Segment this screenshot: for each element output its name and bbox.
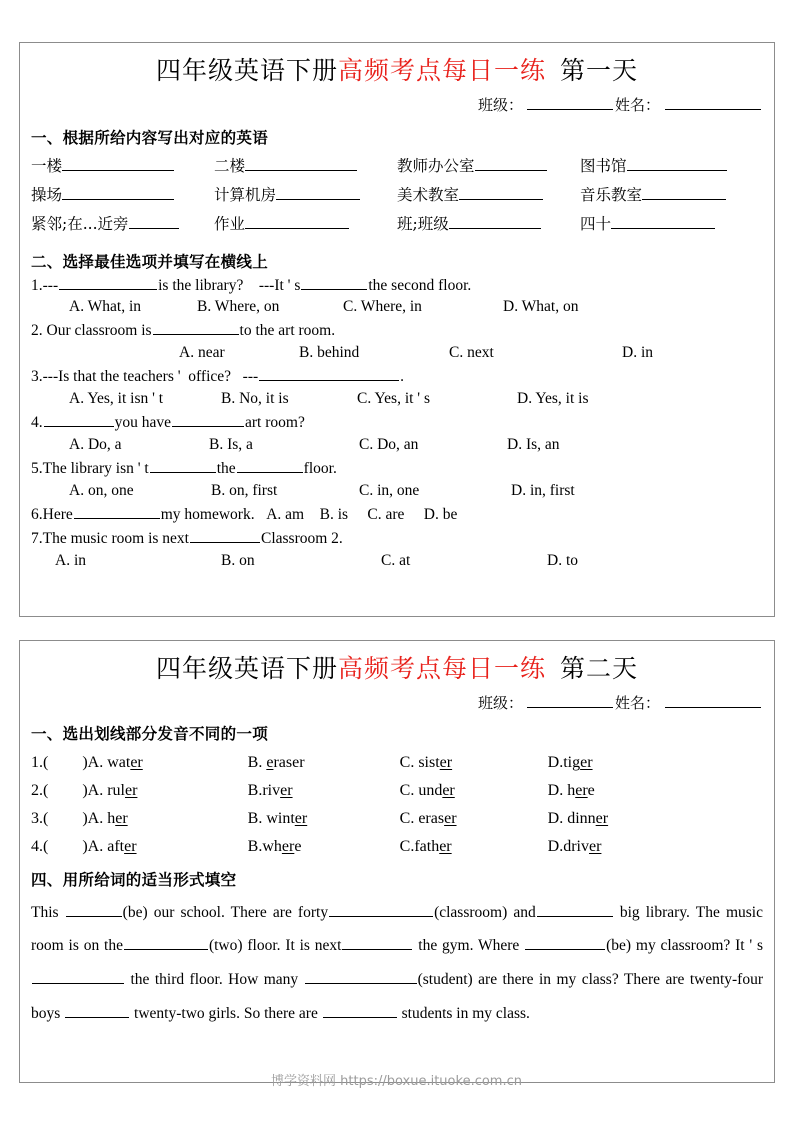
question-stem-text: to the art room. [239, 322, 336, 340]
option-choice[interactable]: C. Do, an [359, 435, 419, 453]
vocab-term-cn: 二楼 [214, 156, 246, 175]
vocab-cell [580, 210, 763, 239]
question-stem [31, 505, 763, 526]
phonetics-underlined-part: e [266, 753, 274, 771]
day1-name-label: 姓名： [614, 95, 660, 114]
day2-section1-heading: 一、选出划线部分发音不同的一项 [31, 723, 269, 743]
phonetics-option[interactable] [400, 810, 548, 828]
answer-blank[interactable] [153, 321, 239, 335]
phonetics-answer-box[interactable] [48, 754, 82, 772]
question-stem-text: art room? [245, 414, 305, 432]
phonetics-option[interactable] [88, 838, 248, 856]
worksheet-card-day2 [19, 640, 775, 1083]
option-choice[interactable]: C. at [381, 551, 411, 569]
answer-blank[interactable] [190, 529, 260, 543]
cloze-blank[interactable] [537, 902, 613, 917]
phonetics-option[interactable] [548, 838, 602, 856]
question-stem [31, 321, 763, 342]
vocab-answer-blank[interactable] [276, 186, 360, 200]
vocab-term-cn: 班;班级 [397, 214, 449, 233]
phonetics-option[interactable] [88, 754, 248, 772]
day1-info-row [31, 94, 763, 115]
option-choice[interactable]: D. in, first [511, 481, 575, 499]
option-choice[interactable]: A. What, in [69, 298, 142, 316]
question-stem-text: Classroom 2. [261, 529, 343, 547]
vocab-answer-blank[interactable] [611, 215, 715, 229]
vocab-term-cn: 操场 [31, 185, 63, 204]
phonetics-option[interactable] [400, 838, 548, 856]
cloze-blank[interactable] [124, 935, 208, 950]
footer-watermark: 博学资料网 https://boxue.ituoke.com.cn [271, 1074, 522, 1089]
phonetics-option[interactable] [248, 838, 400, 856]
phonetics-underlined-part: er [580, 753, 593, 771]
cloze-text: (be) our school. There are forty [122, 903, 329, 921]
phonetics-underlined-part: er [281, 837, 295, 855]
vocab-answer-blank[interactable] [642, 186, 726, 200]
day2-name-blank[interactable] [665, 693, 761, 708]
vocab-term-cn: 音乐教室 [580, 185, 643, 204]
phonetics-underlined-part: er [442, 781, 455, 799]
phonetics-paren-close: ) [82, 753, 88, 771]
vocab-term-cn: 图书馆 [580, 156, 627, 175]
option-choice[interactable]: A. on, one [69, 481, 134, 499]
phonetics-word-head: B.riv [247, 781, 281, 799]
day1-title-highlight: 高频考点每日一练 [337, 56, 546, 85]
phonetics-underlined-part: er [575, 781, 588, 799]
day2-class-blank[interactable] [527, 693, 613, 708]
option-choice[interactable]: D. Yes, it is [517, 390, 589, 408]
option-row [31, 343, 763, 364]
question-stem [31, 459, 763, 480]
phonetics-underlined-part: er [124, 781, 138, 799]
worksheet-card-day1 [19, 42, 775, 617]
phonetics-word-head: D. dinn [547, 809, 596, 827]
phonetics-paren-close: ) [82, 837, 88, 855]
question-stem-text: . [400, 368, 405, 386]
question-stem-text: floor. [303, 459, 337, 477]
question-stem-text: you have [114, 414, 172, 432]
cloze-blank[interactable] [66, 902, 122, 917]
cloze-blank[interactable] [525, 935, 605, 950]
phonetics-option[interactable] [88, 782, 248, 800]
phonetics-word-head: A. aft [87, 837, 125, 855]
phonetics-option[interactable] [248, 754, 400, 772]
answer-blank[interactable] [59, 276, 157, 290]
answer-blank[interactable] [74, 505, 160, 519]
day2-title [31, 649, 763, 683]
option-choice[interactable]: C. next [449, 344, 494, 362]
phonetics-word-head: D.driv [547, 837, 589, 855]
day1-question-list [31, 276, 763, 572]
phonetics-word-head: D.tig [547, 753, 581, 771]
day2-title-highlight: 高频考点每日一练 [337, 654, 546, 683]
day1-title-day: 第一天 [560, 56, 639, 85]
day1-name-blank[interactable] [665, 95, 761, 110]
answer-blank[interactable] [150, 459, 216, 473]
day1-class-blank[interactable] [527, 95, 613, 110]
question-stem-text: 4. [31, 414, 43, 432]
cloze-text: (student) are there in my class? There are twenty-four boys [31, 971, 763, 1022]
option-choice[interactable]: B. Is, a [209, 435, 253, 453]
option-choice[interactable]: A. near [179, 344, 225, 362]
question-stem [31, 529, 763, 550]
phonetics-paren-close: ) [82, 781, 88, 799]
phonetics-number: 3.( [31, 809, 49, 827]
option-choice[interactable]: B. on [221, 551, 255, 569]
vocab-answer-blank[interactable] [129, 215, 179, 229]
phonetics-option[interactable] [548, 810, 608, 828]
phonetics-word-tail: e [294, 837, 302, 855]
phonetics-word-head: C.fath [399, 837, 440, 855]
phonetics-number: 4.( [31, 837, 49, 855]
day2-title-day: 第二天 [560, 654, 639, 683]
cloze-text: big library. The music room is on the [31, 903, 763, 955]
cloze-text: (two) floor. It is next [208, 937, 342, 955]
answer-blank[interactable] [237, 459, 303, 473]
vocab-cell [214, 152, 397, 181]
question-stem [31, 276, 763, 297]
vocab-term-cn: 四十 [580, 214, 612, 233]
answer-blank[interactable] [172, 413, 244, 427]
day1-class-label: 班级： [477, 95, 523, 114]
phonetics-word-head: C. sist [399, 753, 440, 771]
option-choice[interactable]: A. Yes, it isn ' t [69, 390, 164, 408]
phonetics-word-head: B. [247, 753, 267, 771]
cloze-text: twenty-two girls. So there are [130, 1004, 322, 1022]
vocab-term-cn: 计算机房 [214, 185, 277, 204]
vocab-answer-blank[interactable] [449, 215, 541, 229]
question-stem-text: my homework. A. am B. is C. are D. be [160, 505, 458, 523]
vocab-answer-blank[interactable] [245, 215, 349, 229]
option-choice[interactable]: C. in, one [359, 481, 420, 499]
vocab-cell [31, 181, 214, 210]
phonetics-answer-box[interactable] [48, 782, 82, 800]
option-row [31, 551, 763, 572]
question-stem-text: 1.--- [31, 276, 59, 294]
cloze-blank[interactable] [329, 902, 433, 917]
phonetics-word-head: B.wh [247, 837, 282, 855]
phonetics-word-head: B. wint [247, 809, 295, 827]
phonetics-number: 2.( [31, 781, 49, 799]
cloze-text: This [31, 903, 65, 921]
cloze-text: students in my class. [397, 1004, 530, 1022]
option-choice[interactable]: B. No, it is [221, 390, 289, 408]
cloze-text: the third floor. How many [125, 971, 304, 989]
vocab-term-cn: 一楼 [31, 156, 63, 175]
day1-section2-heading: 二、选择最佳选项并填写在横线上 [31, 251, 269, 271]
phonetics-underlined-part: er [130, 753, 143, 771]
phonetics-answer-box[interactable] [48, 810, 82, 828]
option-row [31, 389, 763, 410]
day1-vocab-grid [31, 152, 763, 239]
phonetics-option[interactable] [248, 810, 400, 828]
phonetics-word-tail: raser [273, 753, 305, 771]
question-stem-text: 7.The music room is next [31, 529, 189, 547]
phonetics-underlined-part: er [439, 753, 453, 771]
option-choice[interactable]: B. behind [299, 344, 360, 362]
vocab-answer-blank[interactable] [245, 157, 357, 171]
day2-title-prefix: 四年级英语下册 [155, 654, 338, 683]
day2-cloze-paragraph [31, 896, 763, 1031]
cloze-text: the gym. Where [413, 937, 525, 955]
phonetics-option[interactable] [400, 782, 548, 800]
cloze-blank[interactable] [305, 969, 417, 984]
phonetics-number: 1.( [31, 753, 49, 771]
vocab-cell [580, 152, 763, 181]
day1-section1-heading: 一、根据所给内容写出对应的英语 [31, 127, 269, 147]
question-stem [31, 367, 763, 388]
vocab-term-cn: 美术教室 [397, 185, 460, 204]
day2-info-row [31, 692, 763, 713]
vocab-cell [214, 210, 397, 239]
option-choice[interactable]: C. Yes, it ' s [357, 390, 431, 408]
phonetics-row [31, 754, 763, 772]
question-stem-text: 2. Our classroom is [31, 322, 152, 340]
option-choice[interactable]: B. on, first [211, 481, 278, 499]
phonetics-word-tail: e [587, 781, 595, 799]
vocab-answer-blank[interactable] [62, 186, 174, 200]
phonetics-underlined-part: er [444, 809, 457, 827]
cloze-text: (be) my classroom? It ' s [606, 937, 764, 955]
vocab-row [31, 181, 763, 210]
day2-name-label: 姓名： [614, 693, 660, 712]
question-stem-text: 3.---Is that the teachers ' office? --- [31, 368, 259, 386]
answer-blank[interactable] [301, 276, 367, 290]
vocab-answer-blank[interactable] [475, 157, 547, 171]
option-choice[interactable]: D. What, on [503, 298, 579, 316]
question-stem-text: 5.The library isn ' t [31, 459, 149, 477]
option-choice[interactable]: A. Do, a [69, 435, 122, 453]
phonetics-word-head: D. h [547, 781, 576, 799]
vocab-row [31, 210, 763, 239]
vocab-cell [397, 181, 580, 210]
phonetics-option[interactable] [248, 782, 400, 800]
vocab-row [31, 152, 763, 181]
vocab-cell [31, 210, 214, 239]
phonetics-underlined-part: er [588, 837, 602, 855]
question-stem-text: 6.Here [31, 505, 73, 523]
phonetics-row [31, 810, 763, 828]
phonetics-word-head: A. rul [87, 781, 125, 799]
answer-blank[interactable] [259, 367, 399, 381]
phonetics-option[interactable] [400, 754, 548, 772]
phonetics-word-head: A. wat [87, 753, 131, 771]
phonetics-underlined-part: er [595, 809, 609, 827]
phonetics-answer-box[interactable] [48, 838, 82, 856]
vocab-cell [397, 210, 580, 239]
cloze-blank[interactable] [65, 1003, 129, 1018]
phonetics-underlined-part: er [280, 781, 293, 799]
phonetics-option[interactable] [548, 754, 593, 772]
phonetics-underlined-part: er [294, 809, 308, 827]
day2-section4-heading: 四、用所给词的适当形式填空 [31, 869, 237, 889]
question-stem-text: the second floor. [368, 276, 472, 294]
vocab-cell [580, 181, 763, 210]
phonetics-row [31, 838, 763, 856]
option-row [31, 297, 763, 318]
question-stem-text: is the library? ---It ' s [158, 276, 301, 294]
phonetics-underlined-part: er [124, 837, 137, 855]
phonetics-underlined-part: er [439, 837, 452, 855]
option-row [31, 481, 763, 502]
vocab-cell [397, 152, 580, 181]
day1-title [31, 51, 763, 85]
day2-phonetics-list [31, 754, 763, 856]
option-choice[interactable]: D. Is, an [507, 435, 560, 453]
option-choice[interactable]: D. in [622, 344, 653, 362]
question-stem-text: the [216, 459, 236, 477]
day1-title-prefix: 四年级英语下册 [155, 56, 338, 85]
cloze-blank[interactable] [32, 969, 124, 984]
option-row [31, 435, 763, 456]
phonetics-word-head: C. und [399, 781, 443, 799]
question-stem [31, 413, 763, 434]
phonetics-option[interactable] [548, 782, 595, 800]
cloze-blank[interactable] [342, 935, 412, 950]
vocab-term-cn: 作业 [214, 214, 246, 233]
option-choice[interactable]: B. Where, on [197, 298, 280, 316]
vocab-answer-blank[interactable] [627, 157, 727, 171]
vocab-term-cn: 紧邻;在...近旁 [31, 214, 129, 233]
phonetics-word-head: C. eras [399, 809, 445, 827]
vocab-answer-blank[interactable] [62, 157, 174, 171]
cloze-text: (classroom) and [434, 903, 536, 921]
vocab-term-cn: 教师办公室 [397, 156, 475, 175]
option-choice[interactable]: A. in [55, 551, 86, 569]
phonetics-paren-close: ) [82, 809, 88, 827]
phonetics-word-head: A. h [87, 809, 116, 827]
option-choice[interactable]: C. Where, in [343, 298, 422, 316]
cloze-blank[interactable] [323, 1003, 397, 1018]
vocab-cell [214, 181, 397, 210]
vocab-cell [31, 152, 214, 181]
vocab-answer-blank[interactable] [459, 186, 543, 200]
phonetics-underlined-part: er [115, 809, 128, 827]
answer-blank[interactable] [44, 413, 114, 427]
day2-class-label: 班级： [477, 693, 523, 712]
phonetics-row [31, 782, 763, 800]
option-choice[interactable]: D. to [547, 551, 578, 569]
phonetics-option[interactable] [88, 810, 248, 828]
